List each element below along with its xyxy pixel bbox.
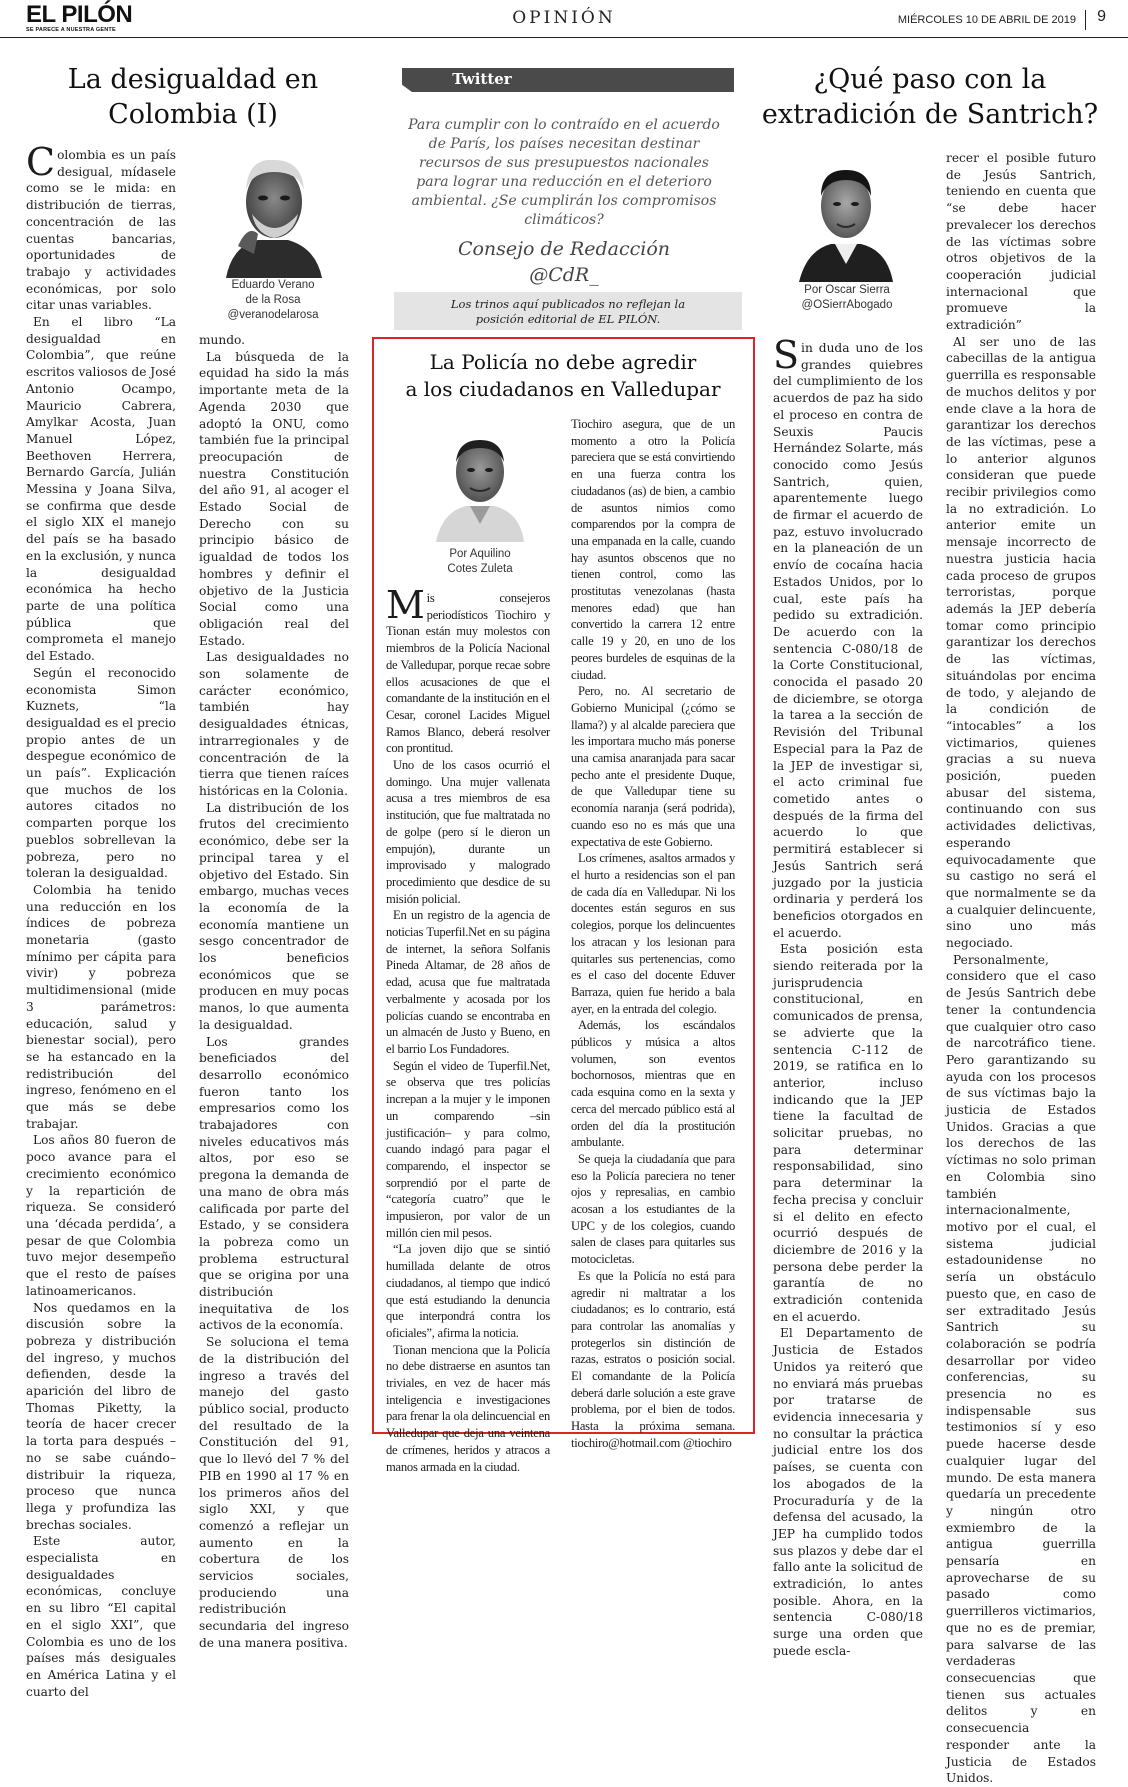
article-column — [571, 416, 735, 1452]
tweet-author[interactable] — [404, 236, 724, 288]
twitter-label[interactable]: Twitter — [452, 70, 512, 88]
masthead — [0, 0, 1128, 38]
tweet-handle: @CdR_ — [529, 264, 599, 286]
paragraph: Este autor, especialista en desigualdades económicas, concluye en su libro “El capital en el siglo XXI”, que Colombia es uno de los países más desiguales en América Latina y el cuarto del — [26, 1534, 176, 1699]
author-name: Cotes Zuleta — [447, 563, 513, 575]
title-line: Colombia (I) — [108, 99, 278, 130]
paragraph-text: olombia es un país desigual, mídasele como se le mida: en distribución de tierras, concentración de las cuentas bancarias, oportunidades de trabajo y actividades económicas, por solo citar unas variables. — [26, 148, 176, 313]
article-column — [199, 332, 349, 1652]
paragraph: Esta posición esta siendo reiterada por la jurisprudencia constitucional, en comunicados de prensa, se advierte que la sentencia C-112 de 2019, se ratifica en lo anterior, incluso indicando que la JEP tiene la facultad de solicitar pruebas, no para determinar responsabilidad, sino para determinar la fecha precisa y concluir si el delito en efecto ocurrió después de diciembre de 2016 y la persona debe perder la garantía de no extradición contenida en el acuerdo. — [773, 942, 923, 1324]
paragraph: Además, los escándalos públicos y música a altos volumen, son eventos bochornosos, mientras que en cada esquina como en la sexta y cerca del mercado público está al orden del día la prostitución ambulante. — [571, 1018, 735, 1150]
paragraph: Según el video de Tuperfil.Net, se observa que tres policías increpan a la mujer y le imponen un comparendo –sin justificación– y para colmo, cuando indagó para pagar el comparendo, el inspector se sorprendió por el parte de “categoría cuatro” que le impusieron, por valor de un millón cien mil pesos. — [386, 1058, 550, 1240]
disclaimer-line: posición editorial de EL PILÓN. — [475, 312, 661, 326]
paragraph: La búsqueda de la equidad ha sido la más importante meta de la Agenda 2030 que adoptó la ONU, como también fue la principal preocupación de nuestra Constitución del año 91, al acoger el Estado Social de Derecho con su principio básico de igualdad de todos los hombres y definir el objetivo de la Justicia Social como una obligación real del Estado. — [199, 349, 349, 648]
tweet-text: Para cumplir con lo contraído en el acuerdo de París, los países necesitan destinar recursos de sus presupuestos nacionales para lograr una reducción en el deterioro ambiental. ¿Se cumplirán los compromisos climáticos? — [408, 117, 720, 228]
paragraph: Al ser uno de las cabecillas de la antigua guerrilla es responsable de muchos delitos y por ende clave a la hora de garantizar los derechos de las víctimas, pese a lo anterior algunos consideran que puede recibir privilegios como la no extradición. Lo anterior emite un mensaje incorrecto de nuestra justicia hacia cada proceso de grupos terroristas, porque además la JEP debería tomar como principio garantizar los derechos de las víctimas, situándolas por encima de todo, y alejando de la condición de “intocables” a los victimarios, quienes gracias a su nueva posición, pueden abusar del sistema, continuando con sus actividades delictivas, esperando equivocadamente que su castigo no será el que normalmente se da a cualquier delincuente, sino uno más negociado. — [946, 334, 1096, 951]
paragraph: recer el posible futuro de Jesús Santrich, teniendo en cuenta que “se debe hacer prevalecer los derechos de las víctimas sobre otros objetivos de la cooperación judicial internacional que promueve la extradición” — [946, 151, 1096, 333]
disclaimer-line: Los trinos aquí publicados no reflejan la — [450, 297, 686, 311]
paragraph: Las desigualdades no son solamente de carácter económico, también hay desigualdades étnicas, intrarregionales y de concentración de la tierra que tienen raíces históricas en la Colonia. — [199, 650, 349, 798]
page-number: 9 — [1097, 8, 1106, 25]
title-line: La desigualdad en — [67, 64, 319, 95]
paragraph: “La joven dijo que se sintió humillada delante de otros ciudadanos, al tiempo que indicó que está estudiando la denuncia que interpondrá contra los oficiales”, afirma la noticia. — [386, 1242, 550, 1340]
drop-cap: M — [386, 583, 425, 627]
paragraph: El Departamento de Justicia de Estados Unidos ya reiteró que no enviará más pruebas por tratarse de evidencia innecesaria y no consultar la práctica judicial entre los dos países, se cuenta con los abogados de la Procuraduría y de la defensa del acusado, la JEP ha cumplido todos sus plazos y debe dar el fallo ante la solicitud de extradición, lo antes posible. Ahora, en la sentencia C-080/18 surge una orden que puede escla- — [773, 1326, 923, 1658]
author-photo-verano — [218, 150, 328, 278]
paragraph: Se queja la ciudadanía que para eso la Policía pareciera no tener ojos y represalias, en cambio acosan a los estudiantes de la UPC y de los colegios, cuando salen de clases para quitarles sus motocicletas. — [571, 1151, 735, 1267]
article-title-santrich[interactable] — [760, 62, 1100, 132]
drop-cap: C — [26, 140, 56, 184]
paragraph: Tiochiro asegura, que de un momento a otro la Policía pareciera que se está convirtiendo en una fuerza contra los ciudadanos (as) de bien, a cambio de asuntos nimios como comparendos por la compra de una empanada en la calle, cuando hay asuntos obscenos que no tienen control, como las prostitutas venezolanas (hasta menores edad) que han convertido la carrera 12 entre calle 19 y 20, en uno de los peores burdeles de esquinas de la ciudad. — [571, 417, 735, 682]
twitter-disclaimer — [394, 292, 742, 330]
drop-cap: S — [773, 333, 800, 377]
article-column — [26, 140, 176, 1700]
article-title-policia[interactable] — [380, 349, 746, 403]
article-column — [773, 333, 923, 1660]
author-name: Por Aquilino — [449, 548, 511, 560]
paragraph: En el libro “La desigualdad en Colombia”, que reúne escritos valiosos de José Antonio Ocampo, Mauricio Cabrera, Amylkar Acosta, Juan Manuel López, Beethoven Herrera, Bernardo García, Julián Messina y Joana Silva, se confirma que desde el siglo XIX el manejo del país se ha basado en la exclusión, y nunca la desigualdad económica ha hecho parte de una política pública que comprometa el manejo del Estado. — [26, 315, 176, 664]
issue-date: MIÉRCOLES 10 DE ABRIL DE 2019 — [897, 14, 1076, 26]
paragraph: La distribución de los frutos del crecimiento económico, debe ser la principal tarea y el objetivo del Estado. Sin embargo, muchas veces la economía de la economía mantiene un sesgo concentrador de los beneficios económicos que se producen en muy pocas manos, lo que aumenta la desigualdad. — [199, 800, 349, 1032]
author-byline-cotes — [420, 547, 540, 577]
paragraph: Colombia ha tenido una reducción en los índices de pobreza monetaria (gasto mínimo per cápita para vivir) y pobreza multidimensional (mide 3 parámetros: educación, salud y bienestar social), pero se ha estancado en la redistribución del ingreso, fenómeno en el que más se debe trabajar. — [26, 882, 176, 1131]
paragraph — [773, 333, 923, 941]
logo-name: EL PILÓN — [26, 1, 133, 28]
paragraph: Personalmente, considero que el caso de Jesús Santrich debe tener la contundencia que cualquier otro caso de narcotráfico tiene. Pero garantizando su ayuda con los procesos de sus víctimas bajo la justicia de Estados Unidos. Gracias a que los derechos de las víctimas no solo priman en Colombia sino también internacionalmente, motivo por el cual, el sistema judicial estadounidense no sería un obstáculo puesto que, en caso de ser extraditado Jesús Santrich su colaboración se podría desarrollar por video conferencias, su presencia no es indispensable sus testimonios sí y eso puede hacerse desde cualquier lugar del mundo. De esta manera quedaría un precedente y ningún otro exmiembro de la antigua guerrilla pensaría en aprovecharse de su pasado como guerrilleros victimarios, que no es de premiar, para salvarse de las verdaderas consecuencias que tienen sus actuales delitos y en consecuencia responder ante la Justicia de Estados Unidos. — [946, 952, 1096, 1786]
paragraph — [386, 583, 550, 757]
paragraph-text: is consejeros periodísticos Tiochiro y Tionan están muy molestos con miembros de la Policía Nacional de Valledupar, porque recae sobre ellos acusaciones de que el comandante de la institución en el Cesar, coronel Lacides Miguel Ramos Blanco, deberá resolver con prontitud. — [386, 591, 550, 756]
article-column — [946, 150, 1096, 1787]
author-handle[interactable]: @veranodelarosa — [227, 309, 319, 321]
author-byline-sierra — [785, 283, 909, 313]
logo-slogan: SE PARECE A NUESTRA GENTE — [26, 27, 116, 33]
paragraph: Nos quedamos en la discusión sobre la pobreza y distribución del ingreso, y muchos defienden, desde la aparición del libro de Thomas Piketty, la teoría de hacer crecer la torta para después –no se sabe cuándo– distribuir la riqueza, proceso que nunca llega y profundiza las brechas sociales. — [26, 1300, 176, 1532]
author-photo-sierra — [795, 156, 897, 282]
title-line: a los ciudadanos en Valledupar — [405, 377, 721, 401]
paragraph: Los años 80 fueron de poco avance para el crecimiento económico y la repartición de riqueza. Se consideró una ‘década perdida’, a pesar de que Colombia tuvo mejor desempeño que el resto de países latinoamericanos. — [26, 1133, 176, 1298]
paragraph: mundo. — [199, 333, 246, 347]
paragraph: Pero, no. Al secretario de Gobierno Municipal (¿cómo se llama?) y al alcalde pareciera que les importara mucho más ponerse una camisa anaranjada para sacar pecho ante el presidente Duque, de que Valledupar tiene su economía naranja (será podrida), cuando eso no es más que una expectativa de este Gobierno. — [571, 684, 735, 849]
paragraph: Se soluciona el tema de la distribución del ingreso a través del manejo del gasto público social, producto del resultado de la Constitución del 91, que lo llevó del 7 % del PIB en 1990 al 17 % en los primeros años del siglo XXI, y que comenzó a reflejar un aumento en la cobertura de los servicios sociales, produciendo una redistribución secundaria del ingreso de una manera positiva. — [199, 1335, 349, 1650]
paragraph: Tionan menciona que la Policía no debe distraerse en asuntos tan triviales, en vez de hacer más inteligencia e investigaciones para frenar la ola delincuencial en Valledupar que deja una veintena de crímenes, heridos y atracos a manos armada en la ciudad. — [386, 1342, 550, 1474]
author-name: de la Rosa — [245, 294, 301, 306]
divider — [1085, 10, 1086, 30]
paragraph: Uno de los casos ocurrió el domingo. Una mujer vallenata acusa a tres miembros de esa institución, que fue maltratada no de golpe (pero sí le dieron un empujón), durante un improvisado y malogrado procedimiento que desdice de su misión policial. — [386, 758, 550, 906]
paragraph-text: in duda uno de los grandes quiebres del cumplimiento de los acuerdos de paz ha sido el proceso en contra de Seuxis Paucis Hernández Solarte, más conocido como Jesús Santrich, quien, aparentemente luego de firmar el acuerdo de paz, estuvo involucrado en la planeación de un envío de cocaína hacia Estados Unidos, por lo cual, este país ha pedido su extradición. De acuerdo con la sentencia C-080/18 de la Corte Constitucional, conocida el pasado 20 de diciembre, se otorga la tarea a la sección de Revisión del Tribunal Especial para la Paz de la JEP de investigar si, el acto criminal fue cometido antes o después de la firma del acuerdo lo que permitirá establecer si Jesús Santrich será juzgado por la justicia ordinaria y perderá los beneficios otorgados en el acuerdo. — [773, 341, 923, 940]
tweet-author-name: Consejo de Redacción — [457, 238, 671, 260]
title-line: ¿Qué paso con la — [813, 64, 1047, 95]
author-photo-cotes — [432, 426, 528, 542]
paragraph: Los crímenes, asaltos armados y el hurto a residencias son el pan de cada día en Valledupar. Ni los docentes están seguros en sus colegios, porque los delincuentes los atracan y los lesionan para quitarles sus pertenencias, como es el caso del docente Eduver Barraza, quien fue herido a bala ayer, en la entrada del colegio. — [571, 851, 735, 1016]
paragraph — [26, 140, 176, 314]
author-name: Eduardo Verano — [231, 279, 315, 291]
paragraph: En un registro de la agencia de noticias Tuperfil.Net en su página de internet, la señora Solfanis Pineda Altamar, de 28 años de edad, acusa que fue maltratada verbalmente y acosada por los policías cuando se encontraba en un almacén de Justo y Bueno, en el barrio Los Fundadores. — [386, 908, 550, 1056]
article-title-desigualdad[interactable] — [28, 62, 358, 132]
title-line: extradición de Santrich? — [761, 99, 1099, 130]
article-column — [386, 583, 550, 1475]
section-title: OPINIÓN — [512, 8, 616, 28]
author-name: Por Oscar Sierra — [804, 284, 890, 296]
paragraph: Es que la Policía no está para agredir ni maltratar a los ciudadanos; es lo contrario, está para controlar las anomalías y protegerlos sin distinción de razas, estratos o posición social. El comandante de la Policía deberá darle solución a este grave problema, por el bien de todos. Hasta la próxima semana. tiochiro@hotmail.com @tiochiro — [571, 1268, 735, 1450]
paragraph: Los grandes beneficiados del desarrollo económico fueron tanto los empresarios como los trabajadores con niveles educativos más altos, por eso se pregona la demanda de una mano de obra más calificada por parte del Estado, y se considera la pobreza como un problema estructural que se origina por una distribución inequitativa de los activos de la economía. — [199, 1034, 349, 1333]
title-line: La Policía no debe agredir — [429, 350, 697, 374]
author-handle[interactable]: @OSierrAbogado — [801, 299, 893, 311]
paragraph: Según el reconocido economista Simon Kuznets, “la desigualdad es el precio propio antes de un despegue económico de un país”. Explicación que muchos de los autores citados no comparten porque los pueblos sobrellevan la pobreza, pero no toleran la desigualdad. — [26, 665, 176, 881]
author-byline-verano — [208, 278, 338, 323]
